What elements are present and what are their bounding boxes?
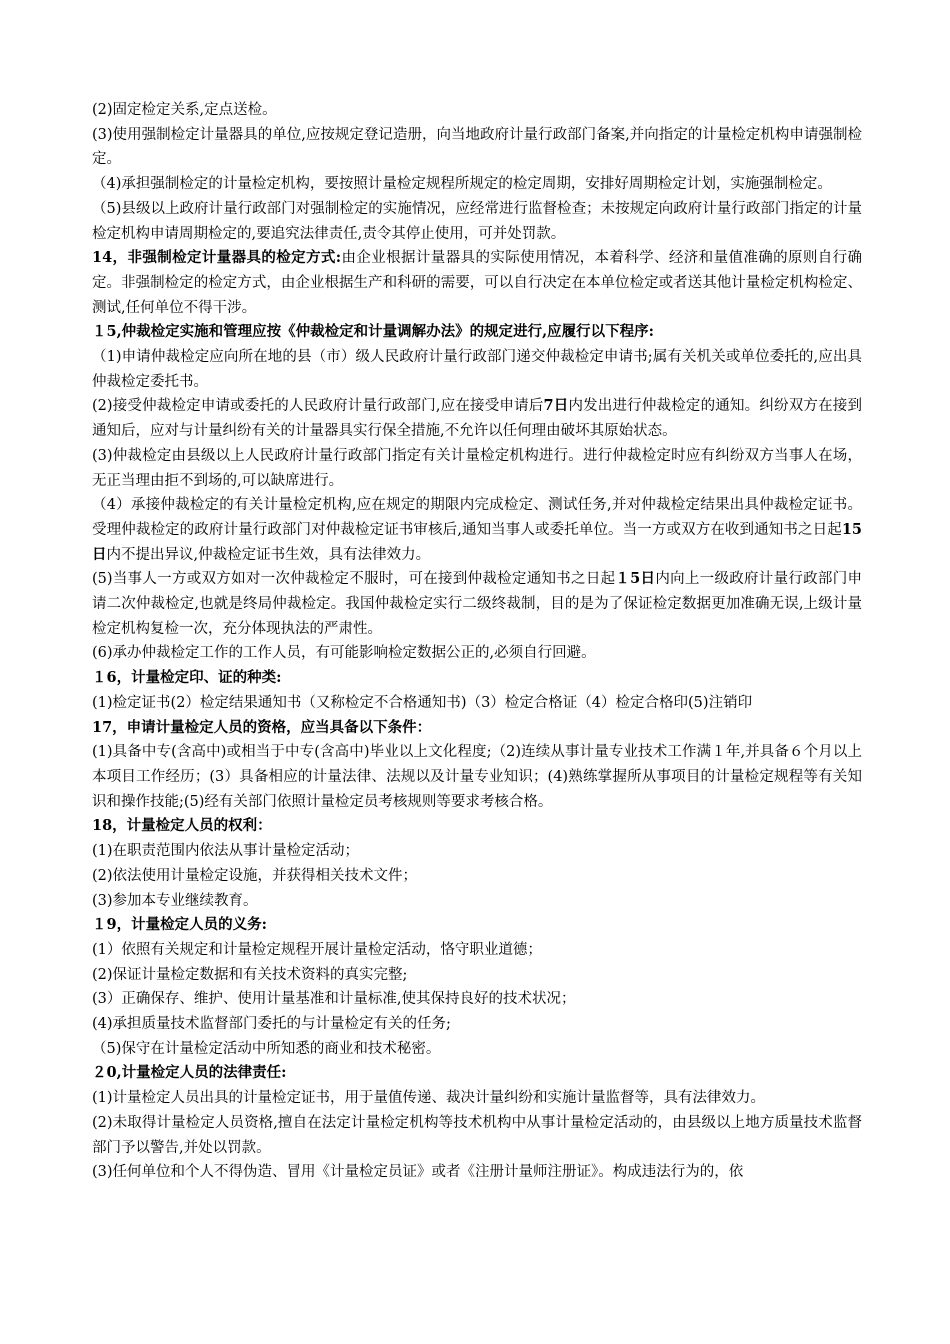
text-run: (3)仲裁检定由县级以上人民政府计量行政部门指定有关计量检定机构进行。进行仲裁检定时应有纠纷双方当事人在场，无正当理由拒不到场的,可以缺席进行。: [92, 447, 862, 489]
paragraph: [92, 864, 862, 889]
text-run: (2)固定检定关系,定点送检。: [92, 102, 277, 118]
text-run: (1)计量检定人员出具的计量检定证书，用于量值传递、裁决计量纠纷和实施计量监督等，具有法律效力。: [92, 1090, 766, 1107]
paragraph: [92, 839, 862, 864]
text-run: (1)检定证书(2）检定结果通知书（又称检定不合格通知书)（3）检定合格证（4）检定合格印(5)注销印: [92, 694, 753, 711]
paragraph: [92, 987, 862, 1012]
text-run: (5)当事人一方或双方如对一次仲裁检定不服时，可在接到仲裁检定通知书之日起: [92, 571, 616, 588]
text-run: 内发出进行仲裁检定的通知。纠纷双方在接到通知后，应对与计量纠纷有关的计量器具实行保全措施,不允许以任何理由破坏其原始状态。: [92, 398, 862, 440]
text-run: (1)在职责范围内依法从事计量检定活动；: [92, 843, 360, 860]
paragraph: [92, 345, 862, 394]
text-run: １9，计量检定人员的义务:: [92, 916, 267, 934]
text-run: (3）正确保存、维护、使用计量基准和计量标准,使其保持良好的技术状况；: [92, 991, 576, 1008]
text-run: １6，计量检定印、证的种类:: [92, 669, 282, 687]
text-run: １5,仲裁检定实施和管理应按《仲裁检定和计量调解办法》的规定进行,应履行以下程序:: [92, 323, 655, 341]
text-run: (2)保证计量检定数据和有关技术资料的真实完整;: [92, 966, 408, 983]
paragraph: [92, 938, 862, 963]
paragraph: [92, 740, 862, 814]
bold-text-run: 7日: [543, 397, 569, 415]
paragraph: [92, 444, 862, 493]
paragraph: [92, 98, 862, 123]
paragraph: [92, 172, 862, 197]
section-heading: [92, 1061, 862, 1086]
paragraph: [92, 567, 862, 641]
paragraph: [92, 493, 862, 567]
section-heading: [92, 716, 862, 741]
text-run: （5)县级以上政府计量行政部门对强制检定的实施情况，应经常进行监督检查；未按规定向政府计量行政部门指定的计量检定机构申请周期检定的,要追究法律责任,责令其停止使用，可并处罚款。: [92, 200, 862, 242]
paragraph: [92, 889, 862, 914]
section-heading: [92, 320, 862, 345]
paragraph: [92, 691, 862, 716]
text-run: (3)参加本专业继续教育。: [92, 892, 258, 909]
paragraph: [92, 197, 862, 246]
text-run: （4)承担强制检定的计量检定机构，要按照计量检定规程所规定的检定周期，安排好周期检定计划，实施强制检定。: [92, 176, 832, 193]
text-run: (3)使用强制检定计量器具的单位,应按规定登记造册，向当地政府计量行政部门备案,并向指定的计量检定机构申请强制检定。: [92, 126, 862, 168]
bold-text-run: 14，非强制检定计量器具的检定方式:: [92, 249, 342, 267]
paragraph: [92, 1086, 862, 1111]
bold-text-run: 15日: [92, 520, 862, 563]
text-run: (2)依法使用计量检定设施，并获得相关技术文件；: [92, 867, 418, 884]
text-run: (3)任何单位和个人不得伪造、冒用《计量检定员证》或者《注册计量师注册证》。构成违法行为的，依: [92, 1164, 744, 1181]
text-run: 内向上一级政府计量行政部门申请二次仲裁检定,也就是终局仲裁检定。我国仲裁检定实行二级终裁制，目的是为了保证检定数据更加准确无误,上级计量检定机构复检一次，充分体现执法的严肃性。: [92, 571, 862, 637]
text-run: (6)承办仲裁检定工作的工作人员，有可能影响检定数据公正的,必须自行回避。: [92, 645, 596, 662]
section-heading: [92, 666, 862, 691]
paragraph: [92, 1012, 862, 1037]
text-run: (2)未取得计量检定人员资格,擅自在法定计量检定机构等技术机构中从事计量检定活动的，由县级以上地方质量技术监督部门予以警告,并处以罚款。: [92, 1114, 862, 1156]
section-heading: [92, 913, 862, 938]
paragraph: [92, 641, 862, 666]
paragraph: [92, 246, 862, 320]
paragraph: [92, 1037, 862, 1062]
text-run: 由企业根据计量器具的实际使用情况，本着科学、经济和量值准确的原则自行确定。非强制检定的检定方式，由企业根据生产和科研的需要，可以自行决定在本单位检定或者送其他计量检定机构检定、测试,任何单位不得干涉。: [92, 250, 862, 316]
text-run: (4)承担质量技术监督部门委托的与计量检定有关的任务;: [92, 1016, 451, 1033]
paragraph: [92, 1160, 862, 1185]
text-run: (1)具备中专(含高中)或相当于中专(含高中)毕业以上文化程度;（2)连续从事计量专业技术工作满１年,并具备６个月以上本项目工作经历；(3）具备相应的计量法律、法规以及计量专业知识；(4)熟练掌握所从事项目的计量检定规程等有关知识和操作技能;(5)经有关部门依照计量检定员考核规则等要求考核合格。: [92, 744, 862, 810]
bold-text-run: １5日: [615, 570, 656, 588]
text-run: （1)申请仲裁检定应向所在地的县（市）级人民政府计量行政部门递交仲裁检定申请书;属有关机关或单位委托的,应出具仲裁检定委托书。: [92, 349, 862, 390]
text-run: 17，申请计量检定人员的资格，应当具备以下条件：: [92, 718, 432, 736]
text-run: 内不提出异议,仲裁检定证书生效，具有法律效力。: [106, 546, 431, 563]
text-run: 18，计量检定人员的权利：: [92, 817, 272, 835]
text-run: （4）承接仲裁检定的有关计量检定机构,应在规定的期限内完成检定、测试任务,并对仲裁检定结果出具仲裁检定证书。受理仲裁检定的政府计量行政部门对仲裁检定证书审核后,通知当事人或委托单位。当一方或双方在收到通知书之日起: [92, 497, 862, 538]
paragraph: [92, 394, 862, 443]
section-heading: [92, 814, 862, 839]
text-run: ２0,计量检定人员的法律责任:: [92, 1064, 287, 1082]
paragraph: [92, 963, 862, 988]
text-run: (1）依照有关规定和计量检定规程开展计量检定活动，恪守职业道德；: [92, 941, 542, 958]
paragraph: [92, 1111, 862, 1160]
text-run: (2)接受仲裁检定申请或委托的人民政府计量行政部门,应在接受申请后: [92, 398, 544, 415]
paragraph: [92, 123, 862, 172]
text-run: （5)保守在计量检定活动中所知悉的商业和技术秘密。: [92, 1040, 441, 1057]
